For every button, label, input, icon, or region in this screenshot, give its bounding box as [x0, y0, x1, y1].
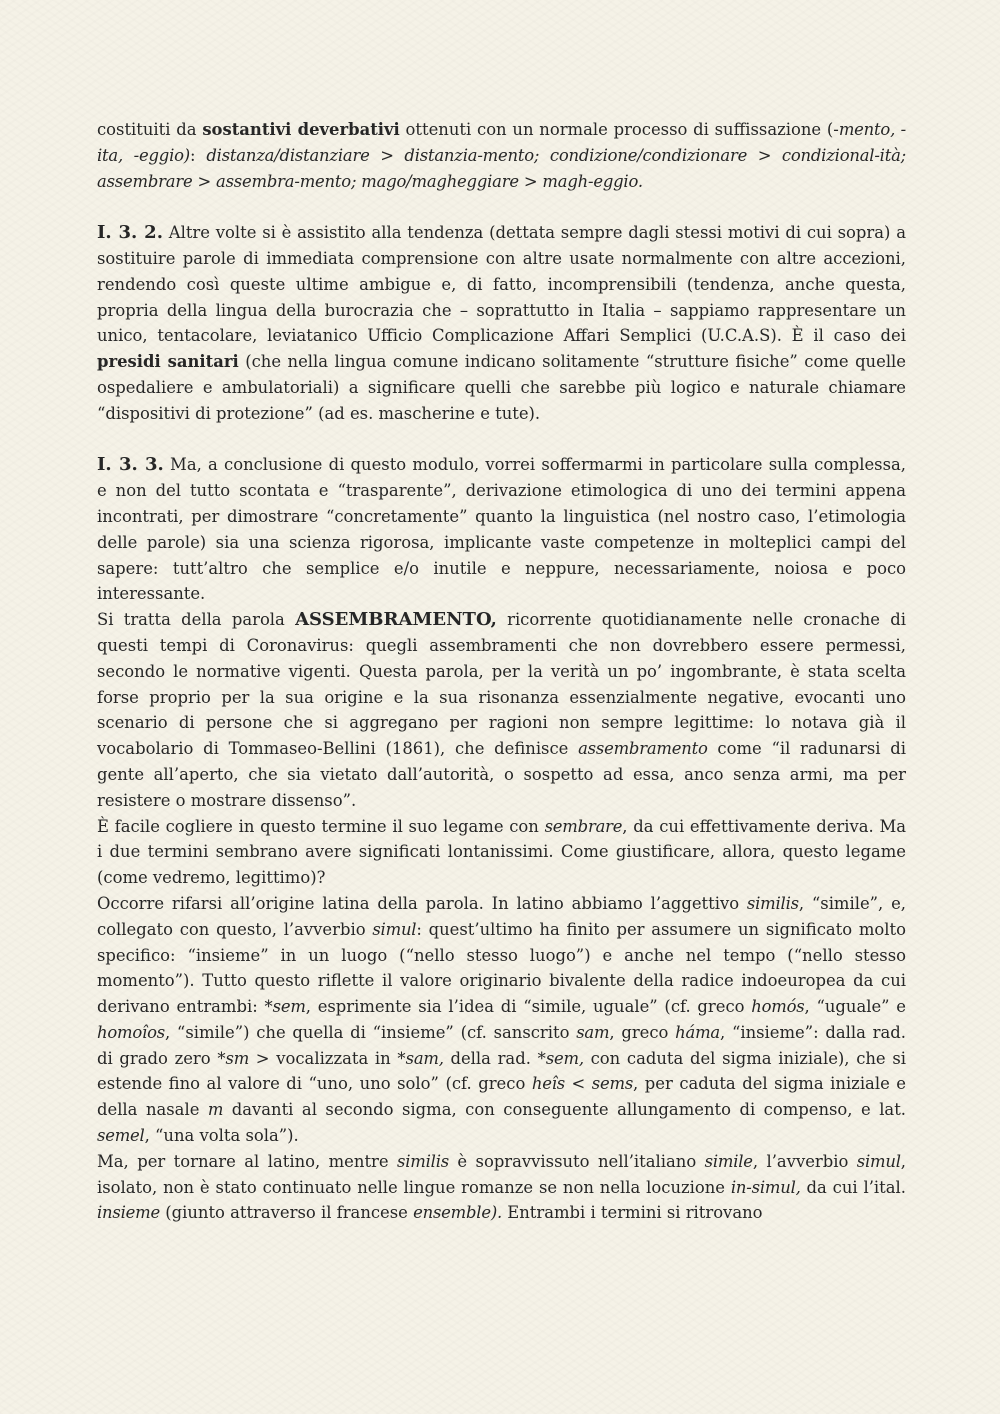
term-presidi-sanitari: presidi sanitari [97, 352, 239, 372]
section-number: I. 3. 2. [97, 222, 163, 244]
paragraph-assembramento: Si tratta della parola ASSEMBRAMENTO, ricorrente quotidianamente nelle cronache di questi tempi di Coronavirus: quegli assembramenti che non dovrebbero essere permessi, secondo le normative vigenti. Questa parola, per la verità un po’ ingombrante, è stata scelta forse proprio per la sua origine e la sua risonanza essenzialmente negative, evocanti uno scenario di persone che si aggregano per ragioni non sempre legittime: lo notava già il vocabolario di Tommaseo-Bellini (1861), che definisce assembramento come “il radunarsi di gente all’aperto, che sia vietato dall’autorità, o sospetto ad essa, anco senza armi, ma per resistere o mostrare dissenso”. [97, 609, 906, 810]
document-page [97, 117, 906, 1226]
paragraph-sembrare: È facile cogliere in questo termine il suo legame con sembrare, da cui effettivamente deriva. Ma i due termini sembrano avere significati lontanissimi. Come giustificare, allora, questo legame (come vedremo, legittimo)? [97, 816, 906, 888]
paragraph-section-1-3-3: I. 3. 3. Ma, a conclusione di questo modulo, vorrei soffermarmi in particolare sulla complessa, e non del tutto scontata e “trasparente”, derivazione etimologica di uno dei termini appena incontrati, per dimostrare “concretamente” quanto la linguistica (nel nostro caso, l’etimologia delle parole) sia una scienza rigorosa, implicante vaste competenze in molteplici campi del sapere: tutt’altro che semplice e/o inutile e neppure, necessariamente, noiosa e poco interessante. [97, 454, 906, 604]
term-assembramento: ASSEMBRAMENTO, [295, 609, 497, 631]
paragraph-1: costituiti da sostantivi deverbativi ottenuti con un normale processo di suffissazione (-mento, -ita, -eggio): distanza/distanziare > distanzia-mento; condizione/condizionare > condizional-ità; assembrare > assembra-mento; mago/magheggiare > magh-eggio. [97, 120, 906, 191]
paragraph-origine-latina: Occorre rifarsi all’origine latina della parola. In latino abbiamo l’aggettivo similis, “simile”, e, collegato con questo, l’avverbio simul: quest’ultimo ha finito per assumere un significato molto specifico: “insieme” in un luogo (“nello stesso luogo”) e anche nel tempo (“nello stesso momento”). Tutto questo riflette il valore originario bivalente della radice indoeuropea da cui derivano entrambi: *sem, esprimente sia l’idea di “simile, uguale” (cf. greco homós, “uguale” e homoîos, “simile”) che quella di “insieme” (cf. sanscrito sam, greco háma, “insieme”: dalla rad. di grado zero *sm > vocalizzata in *sam, della rad. *sem, con caduta del sigma iniziale), che si estende fino al valore di “uno, uno solo” (cf. greco heîs < sems, per caduta del sigma iniziale e della nasale m davanti al secondo sigma, con conseguente allungamento di compenso, e lat. semel, “una volta sola”). [97, 893, 907, 1146]
paragraph-section-1-3-2: I. 3. 2. Altre volte si è assistito alla tendenza (dettata sempre dagli stessi motivi di cui sopra) a sostituire parole di immediata comprensione con altre usate normalmente con altre accezioni, rendendo così queste ultime ambigue e, di fatto, incomprensibili (tendenza, anche questa, propria della lingua della burocrazia che – soprattutto in Italia – sappiamo rappresentare un unico, tentacolare, leviatanico Ufficio Complicazione Affari Semplici (U.C.A.S). È il caso dei presidi sanitari (che nella lingua comune indicano solitamente “strutture fisiche” come quelle ospedaliere e ambulatoriali) a significare quelli che sarebbe più logico e naturale chiamare “dispositivi di protezione” (ad es. mascherine e tute). [97, 222, 906, 423]
section-number: I. 3. 3. [97, 454, 164, 476]
paragraph-latino: Ma, per tornare al latino, mentre similis è sopravvissuto nell’italiano simile, l’avverbio simul, isolato, non è stato continuato nelle lingue romanze se non nella locuzione in-simul, da cui l’ital. insieme (giunto attraverso il francese ensemble). Entrambi i termini si ritrovano [97, 1151, 907, 1223]
examples-list: distanza/distanziare > distanzia-mento; condizione/condizionare > condizional-ità; assembrare > assembra-mento; mago/magheggiare > magh-eggio. [97, 145, 906, 191]
term-sostantivi-deverbativi: sostantivi deverbativi [202, 120, 400, 139]
